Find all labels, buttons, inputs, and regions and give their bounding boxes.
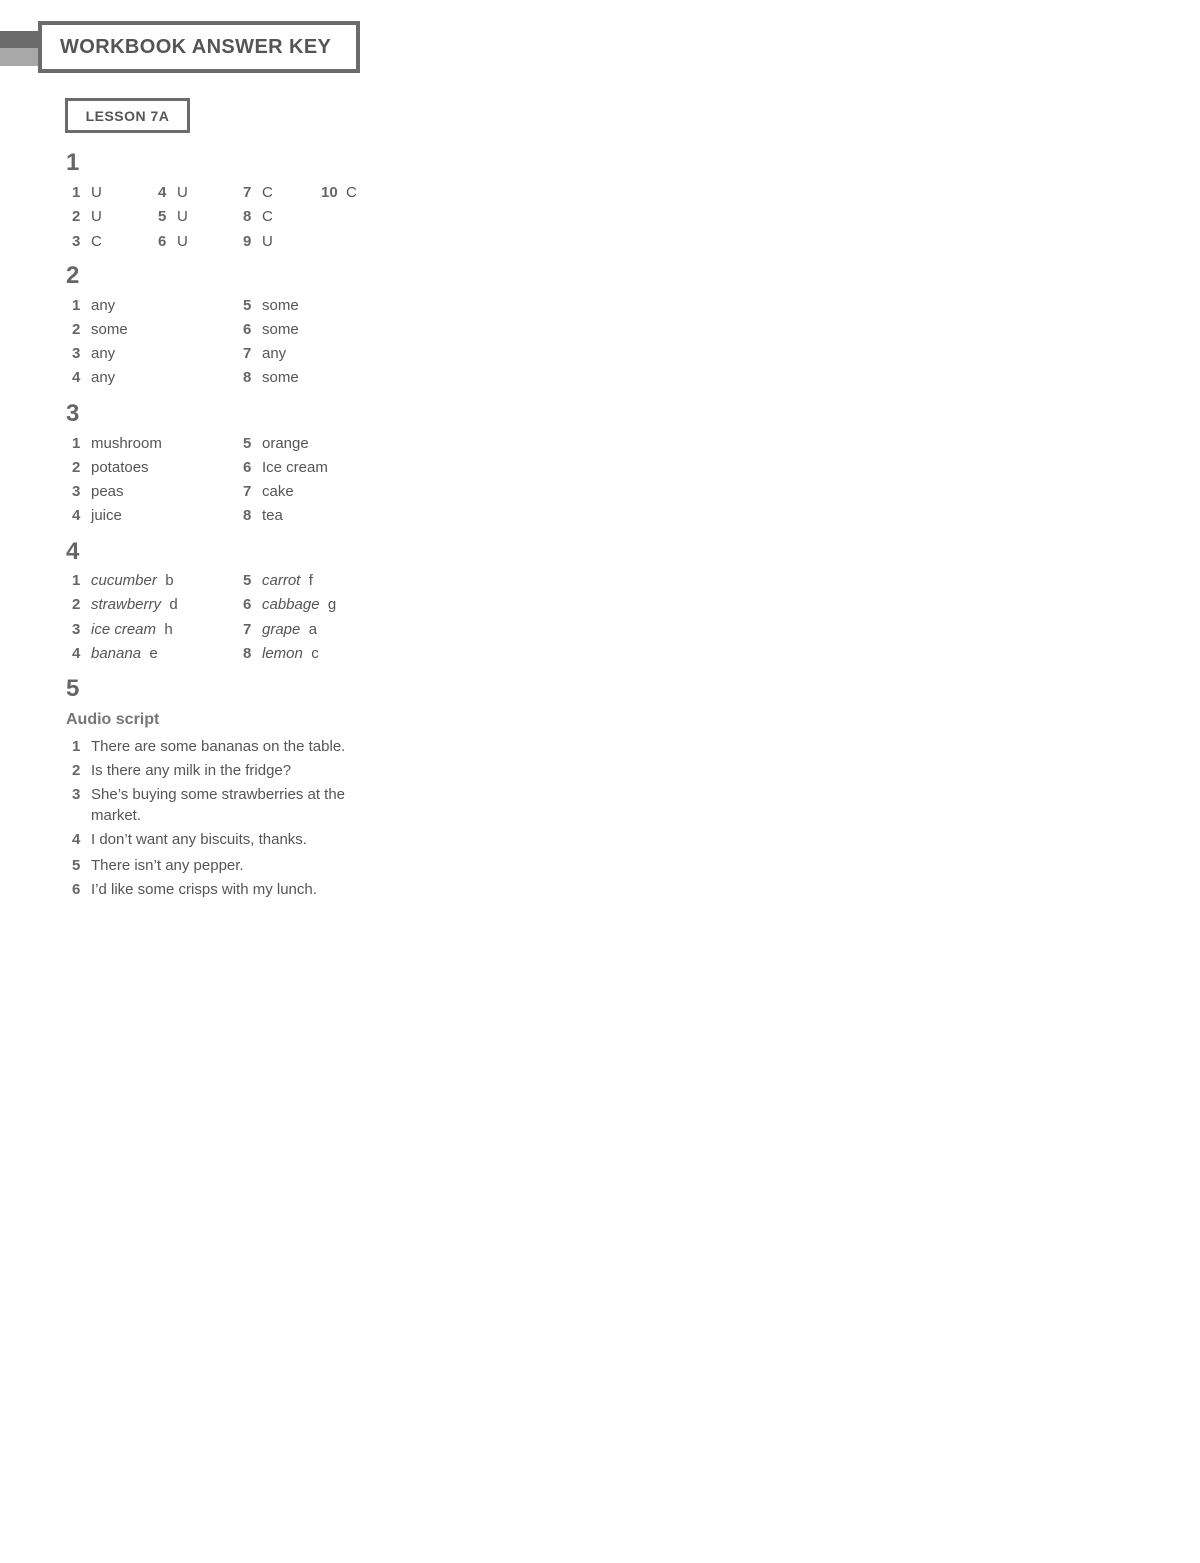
- list-item: 6 cabbage g: [243, 596, 337, 613]
- list-item: 5 orange: [243, 435, 309, 452]
- list-item: 2 strawberry d: [72, 596, 178, 613]
- list-item: 3 C: [72, 233, 102, 250]
- list-item: 5 U: [158, 208, 188, 225]
- exercise-1-number: 1: [66, 149, 80, 176]
- list-item: 7 any: [243, 345, 287, 362]
- list-item: 1 U: [72, 184, 102, 201]
- list-item: 8 some: [243, 369, 299, 386]
- list-item: 6 I’d like some crisps with my lunch.: [72, 881, 317, 898]
- list-item: 9 U: [243, 233, 273, 250]
- list-item: 4 U: [158, 184, 188, 201]
- exercise-5-number: 5: [66, 675, 80, 702]
- list-item: 3 peas: [72, 483, 124, 500]
- list-item: 2 Is there any milk in the fridge?: [72, 762, 292, 779]
- list-item: 2 potatoes: [72, 459, 149, 476]
- list-item: 7 cake: [243, 483, 294, 500]
- exercise-2-number: 2: [66, 262, 80, 289]
- lesson-label-box: [65, 98, 190, 133]
- list-item: 1 cucumber b: [72, 572, 174, 589]
- exercise-3-number: 3: [66, 400, 80, 427]
- list-item: 4 banana e: [72, 645, 158, 662]
- page-title: WORKBOOK ANSWER KEY: [60, 35, 332, 58]
- list-item: 3 any: [72, 345, 116, 362]
- side-tab-light: [0, 48, 40, 66]
- list-item: 10 C: [321, 184, 357, 201]
- side-tab-dark: [0, 31, 40, 48]
- header-side-tab: [0, 31, 40, 66]
- list-item: 2 some: [72, 321, 128, 338]
- list-item: 4 I don’t want any biscuits, thanks.: [72, 831, 307, 848]
- list-item: 6 U: [158, 233, 188, 250]
- lesson-label: LESSON 7A: [85, 107, 170, 124]
- list-item: 8 lemon c: [243, 645, 319, 662]
- audio-script-heading: Audio script: [66, 711, 160, 728]
- exercise-4-number: 4: [66, 538, 80, 565]
- list-item: 4 juice: [72, 507, 122, 524]
- list-item: 1 mushroom: [72, 435, 162, 452]
- list-item: 5 carrot f: [243, 572, 313, 589]
- list-item: 1 any: [72, 297, 116, 314]
- list-item: 3 ice cream h: [72, 621, 173, 638]
- list-item: 8 tea: [243, 507, 283, 524]
- list-item: 5 There isn’t any pepper.: [72, 857, 244, 874]
- list-item: 8 C: [243, 208, 273, 225]
- list-item: 7 C: [243, 184, 273, 201]
- list-item: 6 some: [243, 321, 299, 338]
- page-title-box: [38, 21, 360, 73]
- list-item: 4 any: [72, 369, 116, 386]
- list-item: 3 She’s buying some strawberries at the market.: [72, 786, 346, 824]
- list-item: 2 U: [72, 208, 102, 225]
- list-item: 5 some: [243, 297, 299, 314]
- list-item: 1 There are some bananas on the table.: [72, 738, 346, 755]
- list-item: 6 Ice cream: [243, 459, 328, 476]
- list-item: 7 grape a: [243, 621, 318, 638]
